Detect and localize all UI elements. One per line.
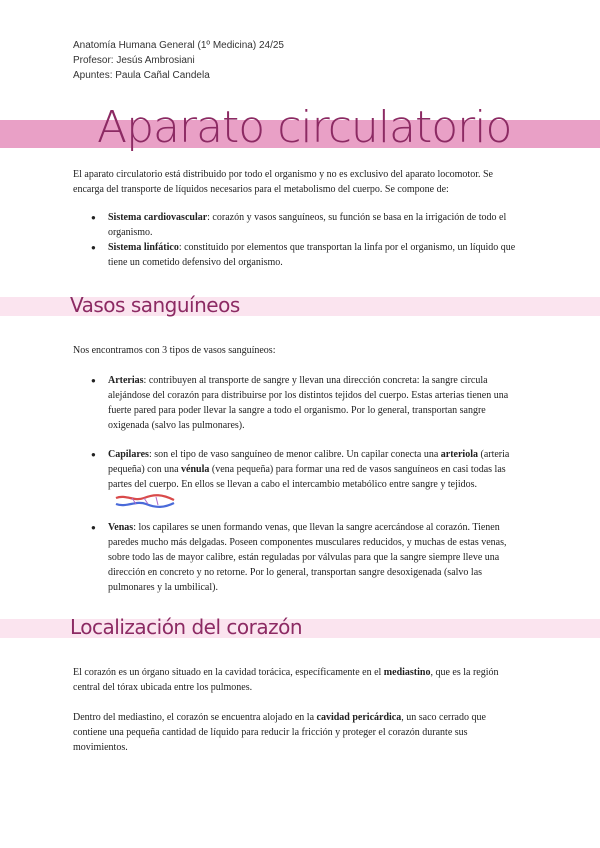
- list-item: ● Sistema cardiovascular: corazón y vasos sanguíneos, su función se basa en la irrigación de todo el organismo.: [91, 210, 521, 240]
- vasos-intro: Nos encontramos con 3 tipos de vasos sanguíneos:: [73, 345, 276, 356]
- capilares-list: [91, 447, 521, 510]
- components-list: [91, 210, 521, 270]
- heading-localizacion-corazon: Localización del corazón: [70, 615, 303, 639]
- arterias-list: [91, 373, 521, 433]
- term-capilares: Capilares: [108, 449, 149, 460]
- document-header: [73, 38, 284, 83]
- list-item: ● Capilares: son el tipo de vaso sanguíneo de menor calibre. Un capilar conecta una arteriola (arteria pequeña) con una vénula (vena pequeña) para formar una red de vasos sanguíneos en casi todas las partes del cuerpo. En ellos se llevan a cabo el intercambio metabólico entre sangre y tejidos.: [91, 447, 521, 510]
- list-item: ● Venas: los capilares se unen formando venas, que llevan la sangre acercándose al corazón. Tienen paredes mucho más delgadas. Poseen componentes musculares reducidos, y muchas de estas venas, sobre todo las de mayor calibre, están reguladas por válvulas para que la sangre siempre lleve una dirección en concreto y no retorne. Por lo general, transportan sangre desoxigenada (salvo las pulmonares y la umbilical).: [91, 520, 521, 595]
- list-item: ● Sistema linfático: constituido por elementos que transportan la linfa por el organismo, un líquido que tiene un cometido defensivo del organismo.: [91, 240, 521, 270]
- professor-line: Profesor: Jesús Ambrosiani: [73, 55, 195, 66]
- term-venula: vénula: [181, 464, 210, 475]
- term-arteriola: arteriola: [440, 449, 478, 460]
- venas-list: [91, 520, 521, 595]
- term-cavidad-pericardica: cavidad pericárdica: [316, 712, 402, 723]
- author-line: Apuntes: Paula Cañal Candela: [73, 70, 210, 81]
- term-arterias: Arterias: [108, 375, 144, 386]
- term-cardiovascular: Sistema cardiovascular: [108, 212, 208, 223]
- intro-paragraph: El aparato circulatorio está distribuido por todo el organismo y no es exclusivo del aparato locomotor. Se encarga del transporte de líquidos necesarios para el metabolismo del cuerpo. Se compone de:: [73, 169, 493, 195]
- term-venas: Venas: [108, 522, 134, 533]
- term-mediastino: mediastino: [383, 667, 431, 678]
- term-linfatico: Sistema linfático: [108, 242, 179, 253]
- course-line: Anatomía Humana General (1º Medicina) 24/25: [73, 40, 284, 51]
- list-item: ● Arterias: contribuyen al transporte de sangre y llevan una dirección concreta: la sangre circula alejándose del corazón para distribuirse por los distintos tejidos del cuerpo. Estas arterias tienen una fuerte pared para poder llevar la sangre a todo el organismo. Por lo general, transportan sangre oxigenada (salvo las pulmonares).: [91, 373, 521, 433]
- heading-vasos-sanguineos: Vasos sanguíneos: [70, 293, 240, 317]
- page-title: Aparato circulatorio: [97, 102, 512, 153]
- localizacion-paragraph-1: El corazón es un órgano situado en la cavidad torácica, específicamente en el mediastino, que es la región central del tórax ubicada entre los pulmones.: [73, 667, 499, 693]
- localizacion-paragraph-2: Dentro del mediastino, el corazón se encuentra alojado en la cavidad pericárdica, un saco cerrado que contiene una pequeña cantidad de líquido para reducir la fricción y proteger el corazón durante sus movimientos.: [73, 712, 486, 753]
- capillary-network-image: [114, 492, 176, 510]
